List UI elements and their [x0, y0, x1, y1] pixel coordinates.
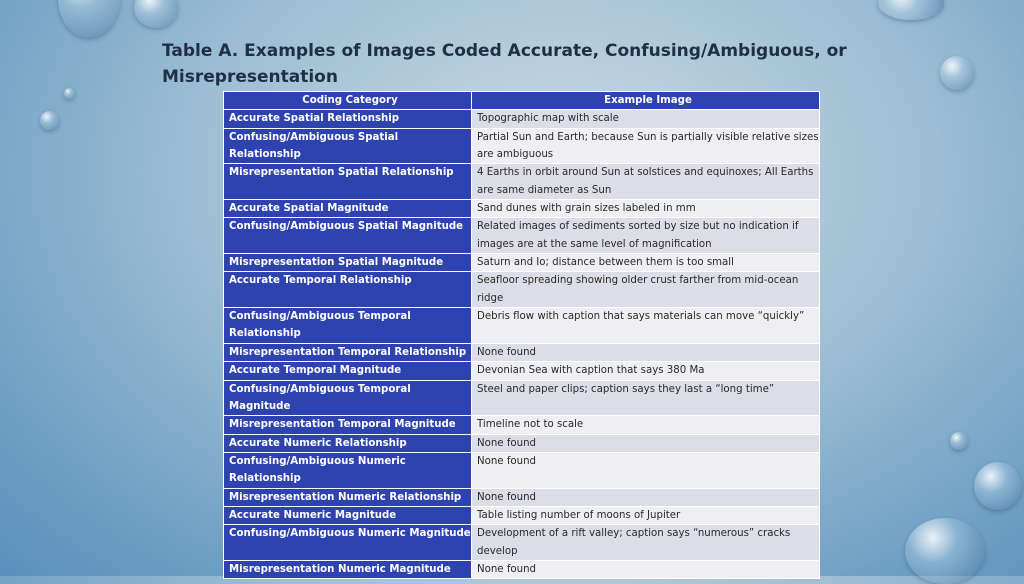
water-droplet-decoration	[974, 462, 1022, 510]
example-cell: Table listing number of moons of Jupiter	[472, 506, 820, 524]
example-cell: Saturn and Io; distance between them is too small	[472, 254, 820, 272]
table-row	[224, 434, 820, 452]
example-cell: None found	[472, 434, 820, 452]
table-row	[224, 110, 820, 128]
table-row	[224, 128, 820, 164]
water-droplet-decoration	[134, 0, 178, 28]
example-cell: Sand dunes with grain sizes labeled in mm	[472, 200, 820, 218]
example-cell: Topographic map with scale	[472, 110, 820, 128]
category-cell: Confusing/Ambiguous Temporal Relationship	[224, 308, 472, 344]
category-cell: Accurate Spatial Magnitude	[224, 200, 472, 218]
water-droplet-decoration	[64, 88, 75, 99]
example-cell: None found	[472, 452, 820, 488]
column-header: Example Image	[472, 92, 820, 110]
page-title: Table A. Examples of Images Coded Accurate, Confusing/Ambiguous, or Misrepresentation	[162, 41, 847, 87]
water-droplet-decoration	[905, 518, 985, 584]
water-droplet-decoration	[950, 432, 968, 450]
example-cell: None found	[472, 343, 820, 361]
category-cell: Accurate Temporal Relationship	[224, 272, 472, 308]
category-cell: Misrepresentation Numeric Relationship	[224, 488, 472, 506]
example-cell: Seafloor spreading showing older crust farther from mid-ocean ridge	[472, 272, 820, 308]
table-row	[224, 218, 820, 254]
category-cell: Accurate Numeric Magnitude	[224, 506, 472, 524]
example-cell: Steel and paper clips; caption says they last a “long time”	[472, 380, 820, 416]
table-row	[224, 308, 820, 344]
table-row	[224, 416, 820, 434]
example-cell: None found	[472, 560, 820, 578]
example-cell: 4 Earths in orbit around Sun at solstices and equinoxes; All Earths are same diameter as Sun	[472, 164, 820, 200]
table-row	[224, 362, 820, 380]
category-cell: Accurate Numeric Relationship	[224, 434, 472, 452]
table-row	[224, 200, 820, 218]
category-cell: Accurate Temporal Magnitude	[224, 362, 472, 380]
category-cell: Misrepresentation Temporal Magnitude	[224, 416, 472, 434]
category-cell: Confusing/Ambiguous Spatial Magnitude	[224, 218, 472, 254]
water-droplet-decoration	[58, 0, 120, 38]
water-droplet-decoration	[878, 0, 944, 20]
category-cell: Confusing/Ambiguous Temporal Magnitude	[224, 380, 472, 416]
example-cell: Debris flow with caption that says materials can move “quickly”	[472, 308, 820, 344]
category-cell: Misrepresentation Spatial Relationship	[224, 164, 472, 200]
water-droplet-decoration	[940, 56, 974, 90]
example-cell: Related images of sediments sorted by size but no indication if images are at the same level of magnification	[472, 218, 820, 254]
table-row	[224, 452, 820, 488]
coding-table	[223, 91, 820, 579]
category-cell: Confusing/Ambiguous Spatial Relationship	[224, 128, 472, 164]
category-cell: Accurate Spatial Relationship	[224, 110, 472, 128]
table-row	[224, 272, 820, 308]
table-row	[224, 254, 820, 272]
category-cell: Confusing/Ambiguous Numeric Magnitude	[224, 525, 472, 561]
example-cell: Devonian Sea with caption that says 380 Ma	[472, 362, 820, 380]
table-header-row	[224, 92, 820, 110]
table-row	[224, 525, 820, 561]
table-row	[224, 506, 820, 524]
category-cell: Misrepresentation Numeric Magnitude	[224, 560, 472, 578]
category-cell: Misrepresentation Spatial Magnitude	[224, 254, 472, 272]
table-row	[224, 164, 820, 200]
example-cell: None found	[472, 488, 820, 506]
table-row	[224, 488, 820, 506]
table-row	[224, 343, 820, 361]
example-cell: Timeline not to scale	[472, 416, 820, 434]
table-row	[224, 560, 820, 578]
category-cell: Misrepresentation Temporal Relationship	[224, 343, 472, 361]
water-droplet-decoration	[40, 111, 59, 130]
table-row	[224, 380, 820, 416]
example-cell: Development of a rift valley; caption says “numerous” cracks develop	[472, 525, 820, 561]
category-cell: Confusing/Ambiguous Numeric Relationship	[224, 452, 472, 488]
column-header: Coding Category	[224, 92, 472, 110]
example-cell: Partial Sun and Earth; because Sun is partially visible relative sizes are ambiguous	[472, 128, 820, 164]
